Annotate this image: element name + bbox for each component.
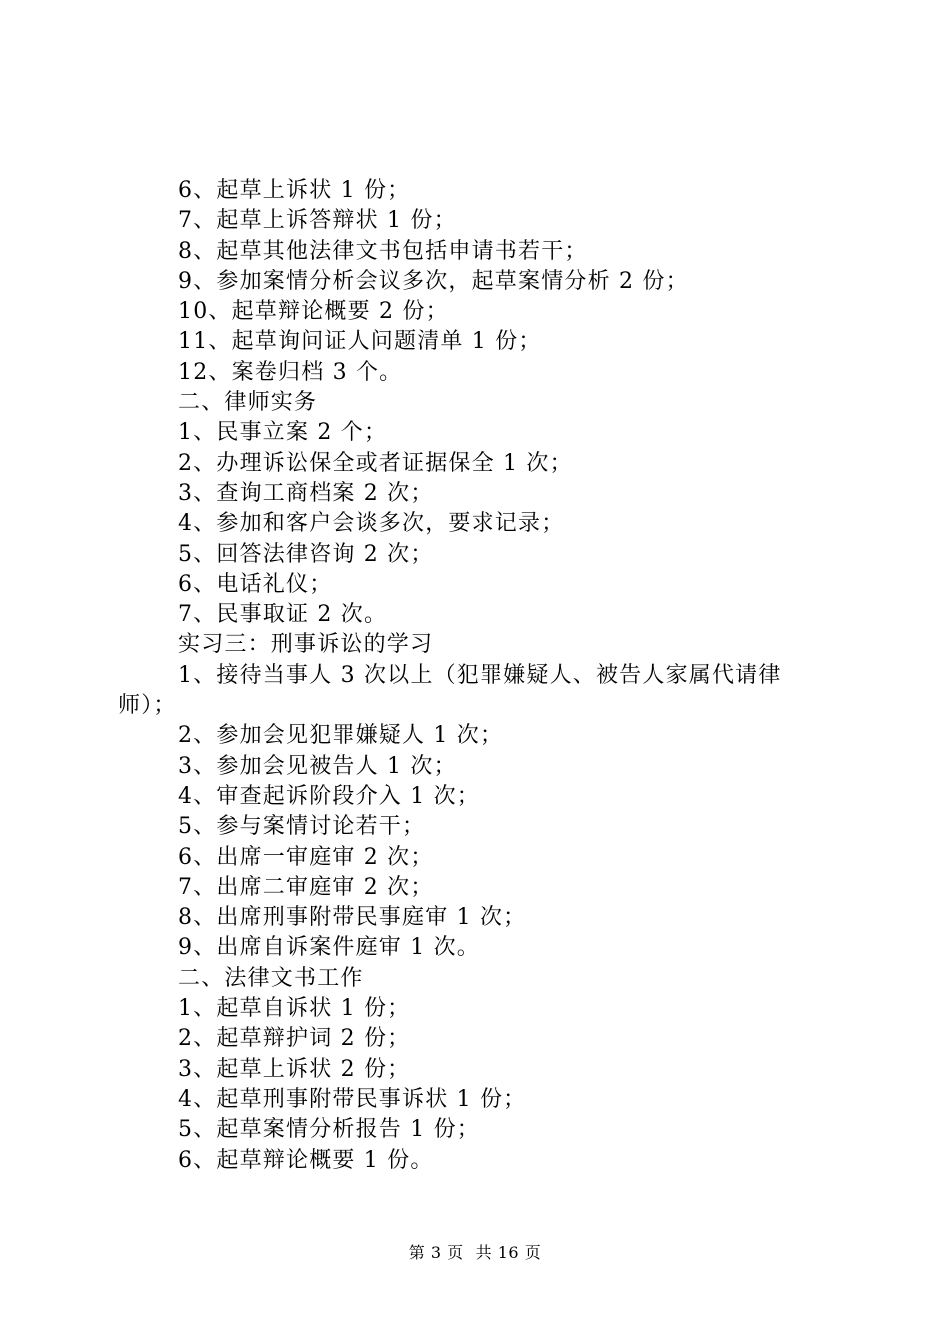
text-line: 9、出席自诉案件庭审 1 次。 [178,935,480,961]
text-line: 6、起草上诉状 1 份； [178,178,411,203]
section-heading: 二、法律文书工作 [178,965,364,991]
text-line: 10、起草辩论概要 2 份； [178,299,449,325]
text-line: 9、参加案情分析会议多次，起草案情分析 2 份； [178,268,689,294]
text-line: 3、查询工商档案 2 次； [178,480,434,506]
text-line: 1、民事立案 2 个； [178,420,388,446]
text-line: 12、案卷归档 3 个。 [178,359,403,385]
text-line: 2、办理诉讼保全或者证据保全 1 次； [178,450,573,476]
text-line: 1、起草自诉状 1 份； [178,996,411,1022]
text-line: 4、参加和客户会谈多次，要求记录； [178,511,565,537]
text-line: 7、起草上诉答辩状 1 份； [178,208,457,234]
text-line: 6、出席一审庭审 2 次； [178,844,434,870]
text-line: 5、起草案情分析报告 1 份； [178,1117,480,1143]
page-number: 第 3 页 [408,1243,464,1262]
text-line: 7、出席二审庭审 2 次； [178,874,434,900]
text-line: 4、起草刑事附带民事诉状 1 份； [178,1086,527,1112]
section-heading: 二、律师实务 [178,390,318,416]
page-footer [0,1243,950,1263]
text-line-continuation: 师）； [118,693,177,719]
section-heading: 实习三：刑事诉讼的学习 [178,632,434,658]
text-line: 6、起草辩论概要 1 份。 [178,1147,434,1173]
text-line: 5、回答法律咨询 2 次； [178,541,434,567]
text-line: 1、接待当事人 3 次以上（犯罪嫌疑人、被告人家属代请律 [178,662,782,688]
text-line: 2、起草辩护词 2 份； [178,1026,411,1052]
page-total: 共 16 页 [475,1243,542,1262]
text-line: 4、审查起诉阶段介入 1 次； [178,783,480,809]
text-line: 3、参加会见被告人 1 次； [178,753,457,779]
text-line: 2、参加会见犯罪嫌疑人 1 次； [178,723,504,749]
text-line: 8、出席刑事附带民事庭审 1 次； [178,905,527,931]
text-line: 8、起草其他法律文书包括申请书若干； [178,238,588,264]
text-line: 5、参与案情讨论若干； [178,814,426,840]
document-body [118,176,838,1176]
text-line: 11、起草询问证人问题清单 1 份； [178,329,542,355]
text-line: 3、起草上诉状 2 份； [178,1056,411,1082]
text-line: 7、民事取证 2 次。 [178,602,388,628]
text-line: 6、电话礼仪； [178,571,333,597]
